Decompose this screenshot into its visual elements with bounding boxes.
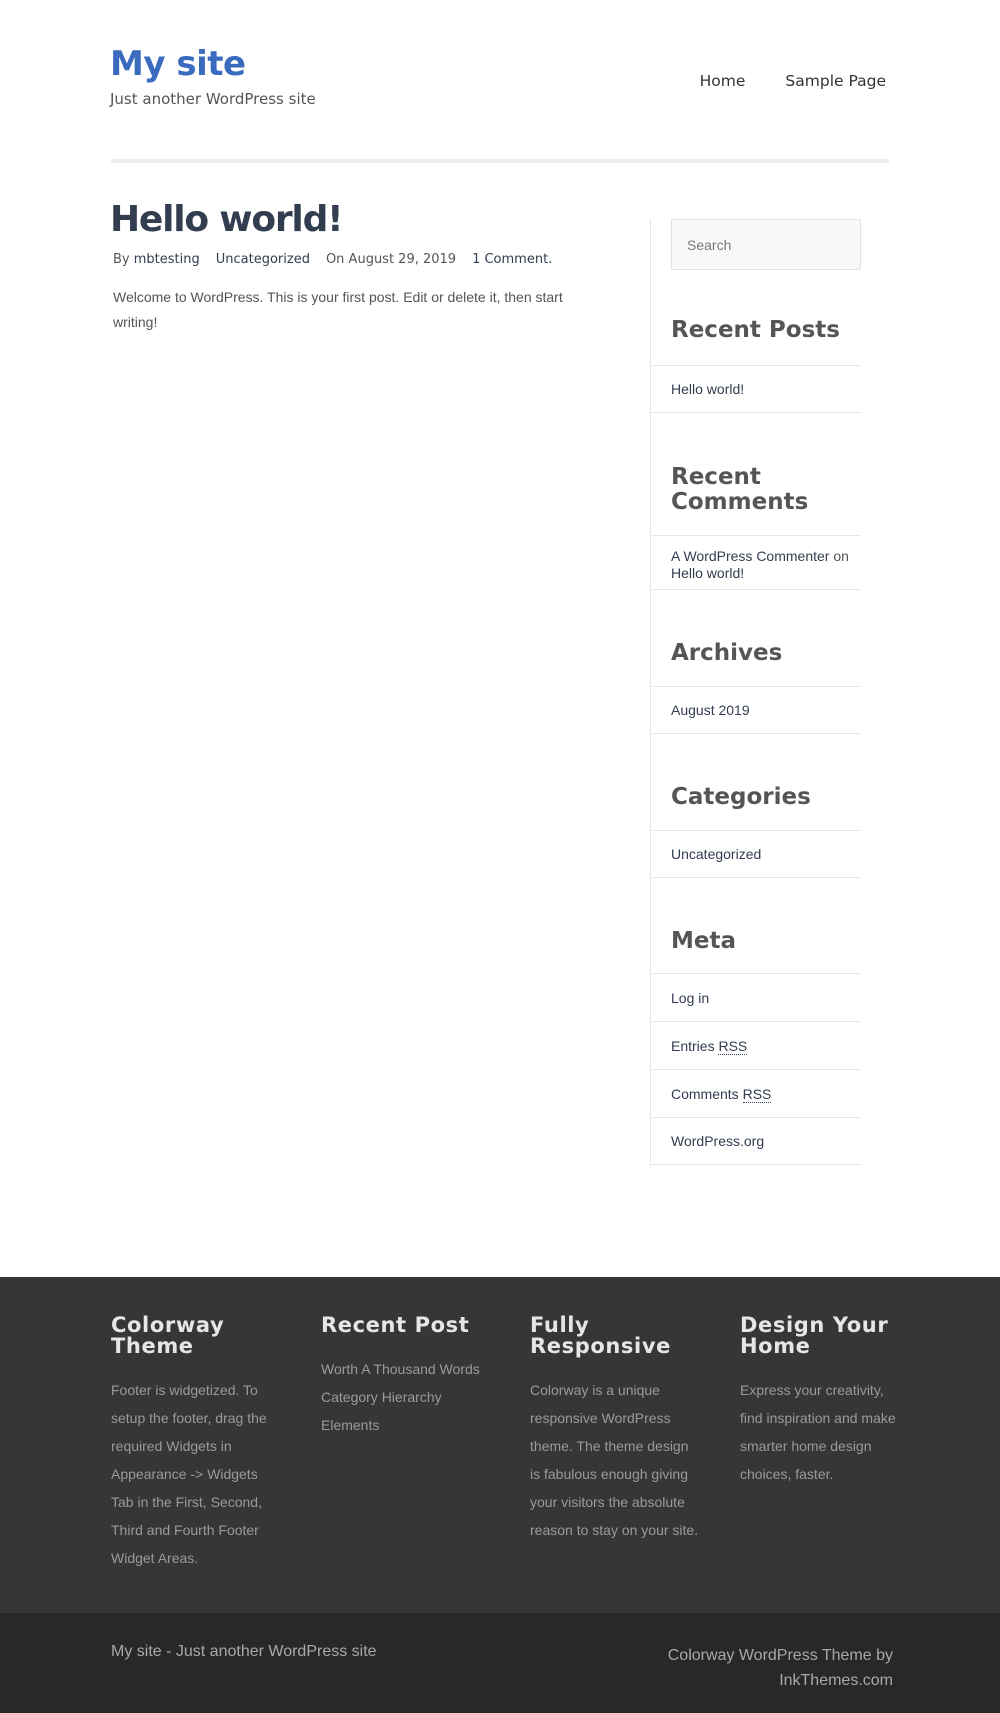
recent-posts-title: Recent Posts [671, 317, 840, 343]
post-comments-link[interactable]: 1 Comment [472, 252, 549, 267]
rss-abbr: RSS [718, 1037, 748, 1054]
categories-title: Categories [671, 784, 811, 810]
footer-theme-credit: Colorway WordPress Theme by InkThemes.com [667, 1647, 893, 1689]
footer-post-link[interactable]: Worth A Thousand Words [321, 1361, 480, 1377]
post-comments-suffix: . [548, 252, 553, 267]
post-title[interactable]: Hello world! [110, 199, 343, 240]
footer-bottom-bar [0, 1613, 1000, 1713]
recent-posts-list [651, 365, 861, 413]
archives-list [651, 686, 861, 734]
comments-rss-link[interactable] [671, 1086, 771, 1102]
list-item [321, 1383, 491, 1439]
post-article [110, 198, 600, 335]
search-input[interactable] [671, 219, 861, 270]
footer-col-title [740, 1315, 905, 1357]
entries-rss-label: Entries [671, 1037, 715, 1054]
meta-list [651, 973, 861, 1165]
site-title-link[interactable]: My site [110, 44, 246, 84]
post-date: On August 29, 2019 [325, 252, 457, 267]
footer-post-link[interactable]: Category Hierarchy Elements [321, 1389, 442, 1433]
list-item [651, 973, 861, 1021]
footer-col-design [740, 1315, 905, 1488]
sidebar [650, 219, 860, 1167]
footer-recent-post-list [321, 1355, 491, 1439]
header-divider [111, 159, 889, 163]
rss-abbr: RSS [742, 1085, 772, 1102]
footer-title-line: Theme [111, 1334, 194, 1358]
comment-author-link[interactable]: A WordPress Commenter [671, 548, 830, 564]
post-comments [472, 252, 552, 267]
footer-col-title [530, 1315, 700, 1357]
footer-col-recent-post [321, 1315, 491, 1439]
list-item [651, 535, 861, 590]
archives-title: Archives [671, 640, 783, 666]
list-item [651, 1117, 861, 1165]
footer-title-line: Home [740, 1334, 811, 1358]
post-author-label: By [113, 252, 130, 267]
nav-sample-page-link[interactable]: Sample Page [785, 72, 886, 90]
site-tagline: Just another WordPress site [110, 90, 316, 108]
categories-list [651, 830, 861, 878]
post-meta [113, 252, 600, 267]
footer-col-colorway [111, 1315, 281, 1572]
archive-link[interactable]: August 2019 [671, 702, 750, 718]
comments-rss-label: Comments [671, 1085, 739, 1102]
list-item [321, 1355, 491, 1383]
post-body: Welcome to WordPress. This is your first post. Edit or delete it, then start writing! [113, 289, 563, 330]
category-link[interactable]: Uncategorized [671, 846, 762, 862]
list-item [651, 1069, 861, 1117]
entries-rss-link[interactable] [671, 1038, 747, 1054]
footer-col-text: Colorway is a unique responsive WordPress theme. The theme design is fabulous enough giving your visitors the absolute reason to stay on your site. [530, 1382, 699, 1538]
comment-on-text: on [833, 548, 849, 564]
meta-title: Meta [671, 928, 737, 954]
footer-col-responsive [530, 1315, 700, 1544]
footer-col-title: Recent Post [321, 1313, 470, 1337]
nav-home-link[interactable]: Home [699, 72, 746, 90]
login-link[interactable]: Log in [671, 989, 710, 1006]
post-author [113, 252, 200, 267]
footer-title-line: Responsive [530, 1334, 671, 1358]
footer-col-text: Express your creativity, find inspiration and make smarter home design choices, faster. [740, 1382, 896, 1482]
footer-title-line: Colorway [111, 1313, 225, 1337]
footer-title-line: Design Your [740, 1313, 889, 1337]
site-header [0, 0, 1000, 170]
footer-site-credit: My site - Just another WordPress site [111, 1643, 377, 1660]
list-item [651, 830, 861, 878]
post-author-link[interactable]: mbtesting [133, 252, 200, 267]
footer-col-title [111, 1315, 281, 1357]
footer-widgets [0, 1277, 1000, 1613]
post-category-link[interactable]: Uncategorized [215, 252, 310, 267]
list-item [651, 1021, 861, 1069]
list-item [651, 686, 861, 734]
main-nav [700, 72, 886, 90]
footer-title-line: Fully [530, 1313, 590, 1337]
recent-post-link[interactable]: Hello world! [671, 381, 745, 397]
footer-col-text: Footer is widgetized. To setup the footer, drag the required Widgets in Appearance -> Widgets Tab in the First, Second, Third and Fourth Footer Widget Areas. [111, 1382, 267, 1566]
comment-post-link[interactable]: Hello world! [671, 565, 745, 581]
list-item [651, 365, 861, 413]
wordpress-org-link[interactable]: WordPress.org [671, 1133, 765, 1149]
recent-comments-title-text: Recent Comments [671, 464, 809, 515]
recent-comments-title [671, 465, 861, 515]
recent-comments-list [651, 535, 861, 590]
